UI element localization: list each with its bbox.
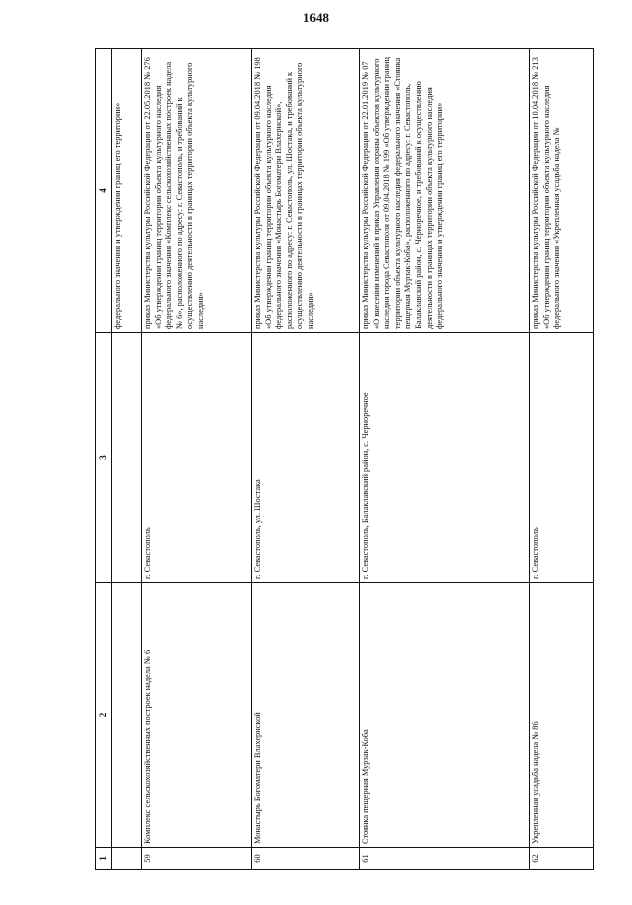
object-location: г. Севастополь — [142, 332, 251, 582]
row-number: 62 — [530, 847, 593, 869]
table-row — [142, 49, 252, 869]
row-number: 59 — [142, 847, 251, 869]
header-col-3: 3 — [96, 332, 111, 582]
header-col-1: 1 — [96, 847, 111, 869]
table-viewport — [95, 48, 594, 870]
object-name: Стоянка пещерная Мурзак-Коба — [360, 582, 529, 847]
object-name: Укрепленная усадьба надела № 86 — [530, 582, 593, 847]
object-location: г. Севастополь — [530, 332, 593, 582]
cont-location-cell — [112, 332, 141, 582]
row-number: 60 — [252, 847, 359, 869]
table-header-row — [96, 49, 112, 869]
page-number: 1648 — [303, 10, 329, 25]
header-col-4: 4 — [98, 188, 108, 193]
object-document: приказ Министерства культуры Российской Федерации от 09.04.2018 № 198 «Об утверждении границ территории объекта культурного наследия федерального значения «Монастырь Богоматери Влахернской», расположенного по адресу: г. Севастополь, ул. Шостака, и требований к осуществлению деятельности в границах территории объекта культурного наследия» — [253, 57, 315, 329]
table-row-continuation — [112, 49, 142, 869]
object-document: приказ Министерства культуры Российской Федерации от 10.04.2018 № 213 «Об утверждении границ территории объекта культурного наследия федерального значения «Укрепленная усадьба надела № — [531, 57, 562, 329]
header-col-2: 2 — [96, 582, 111, 847]
cont-doc-cell: федерального значения и утверждении границ его территории» — [113, 102, 122, 329]
table-row — [530, 49, 593, 869]
cont-num-cell — [112, 847, 141, 869]
object-location: г. Севастополь, ул. Шостака — [252, 332, 359, 582]
object-location: г. Севастополь, Балаклавский район, с. Черноречное — [360, 332, 529, 582]
cont-name-cell — [112, 582, 141, 847]
object-name: Монастырь Богоматери Влахернской — [252, 582, 359, 847]
table-row — [360, 49, 530, 869]
object-name: Комплекс сельскохозяйственных построек надела № 6 — [142, 582, 251, 847]
table-row — [252, 49, 360, 869]
object-document: приказ Министерства культуры Российской Федерации от 22.05.2018 № 276 «Об утверждении границ территории объекта культурного наследия федерального значения «Комплекс сельскохозяйственных построек надела № 6», расположенного по адресу: г. Севастополь, и требований к осуществлению деятельности в границах территории объекта культурного наследия» — [143, 57, 205, 329]
object-document: приказ Министерства культуры Российской Федерации от 22.01.2019 № 07 «О внесении изменений в приказ Управления охраны объектов культурного наследия города Севастополя от 09.04.2018 № 199 «Об утверждении границ территории объекта культурного наследия федерального значения «Стоянка пещерная Мурзак-Коба», расположенного по адресу: г. Севастополь, Балаклавский район, с. Черноречное, и требований к осуществлению деятельности в границах территории объекта культурного наследия федерального значения и утверждении границ его территории» — [361, 57, 445, 329]
row-number: 61 — [360, 847, 529, 869]
monuments-table — [95, 48, 594, 870]
